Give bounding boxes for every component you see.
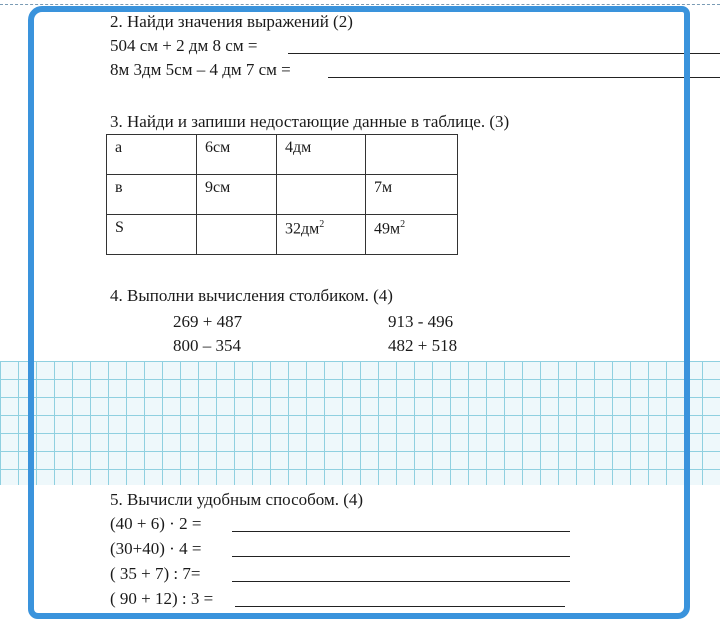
task2-expression-1: 504 см + 2 дм 8 см = <box>110 36 258 55</box>
page-edge-dashed-line <box>0 4 720 5</box>
table-cell: 6см <box>197 135 277 175</box>
area-value: 49м <box>374 220 401 238</box>
blue-highlight-frame <box>28 6 690 619</box>
task4-expression-1: 269 + 487 <box>173 312 243 331</box>
area-value: 32дм <box>285 220 320 238</box>
table-cell: в <box>107 175 197 215</box>
table-cell: S <box>107 215 197 255</box>
task5-title: 5. Вычисли удобным способом. (4) <box>110 490 364 509</box>
superscript: 2 <box>400 219 406 230</box>
task4-title: 4. Выполни вычисления столбиком. (4) <box>110 286 393 305</box>
task4-expression-4: 482 + 518 <box>388 336 458 355</box>
table-cell: 4дм <box>277 135 366 175</box>
task5-expression-2: (30+40) · 4 = <box>110 539 202 558</box>
task5-expression-3: ( 35 + 7) : 7= <box>110 564 201 583</box>
task4-expression-2: 913 - 496 <box>388 312 454 331</box>
task5-expression-4: ( 90 + 12) : 3 = <box>110 589 214 608</box>
task4-expression-3: 800 – 354 <box>173 336 241 355</box>
table-cell: 9см <box>197 175 277 215</box>
superscript: 2 <box>319 219 325 230</box>
task2-title: 2. Найди значения выражений (2) <box>110 12 353 31</box>
task3-title: 3. Найди и запиши недостающие данные в таблице. (3) <box>110 112 510 131</box>
table-cell: а <box>107 135 197 175</box>
table-cell: 7м <box>366 175 458 215</box>
task2-expression-2: 8м 3дм 5см – 4 дм 7 см = <box>110 60 291 79</box>
task5-expression-1: (40 + 6) · 2 = <box>110 514 202 533</box>
